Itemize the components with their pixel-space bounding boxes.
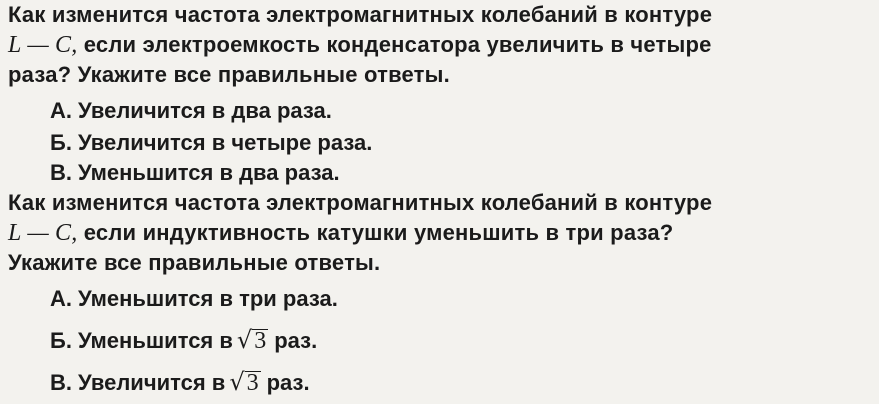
radicand: 3 (254, 328, 267, 354)
option-suffix: раз. (274, 328, 318, 353)
circuit-notation: L — C, (8, 220, 78, 246)
question-2-line-2 (8, 218, 870, 248)
radicand: 3 (246, 370, 259, 396)
option-text: Уменьшится в (77, 328, 233, 353)
question-1-text (8, 0, 870, 90)
circuit-notation: L — C, (8, 32, 78, 58)
question-2-text (8, 188, 870, 278)
question-2-option-a (50, 284, 338, 314)
option-letter: Б. (50, 130, 72, 155)
question-2-option-c (50, 368, 310, 398)
option-letter: В. (50, 160, 72, 185)
question-1-line-2-text: если электроемкость конденсатора увеличить в четыре (83, 32, 712, 57)
question-2-option-b (50, 326, 317, 356)
option-letter: А. (50, 98, 72, 123)
question-2-line-1: Как изменится частота электромагнитных колебаний в контуре (8, 190, 713, 215)
option-text: Увеличится в (78, 370, 226, 395)
radical-sign-icon: √ (229, 368, 245, 396)
option-suffix: раз. (266, 370, 310, 395)
question-1-option-a (50, 96, 332, 126)
option-text: Увеличится в четыре раза. (77, 130, 373, 155)
option-text: Уменьшится в три раза. (78, 286, 338, 311)
option-text: Увеличится в два раза. (78, 98, 332, 123)
question-1-line-1: Как изменится частота электромагнитных колебаний в контуре (8, 2, 713, 27)
question-2-line-2-text: если индуктивность катушки уменьшить в три раза? (83, 220, 674, 245)
question-1-option-b (50, 128, 372, 158)
question-1-line-3: раза? Укажите все правильные ответы. (8, 62, 450, 87)
radical-sign-icon: √ (236, 326, 253, 354)
option-letter: В. (50, 370, 72, 395)
square-root (229, 370, 260, 394)
question-1-line-2 (8, 30, 870, 60)
question-2-line-3: Укажите все правильные ответы. (8, 250, 381, 275)
option-text: Уменьшится в два раза. (78, 160, 340, 185)
square-root (237, 328, 268, 352)
option-letter: А. (50, 286, 72, 311)
option-letter: Б. (50, 328, 72, 353)
question-1-option-c (50, 158, 340, 188)
